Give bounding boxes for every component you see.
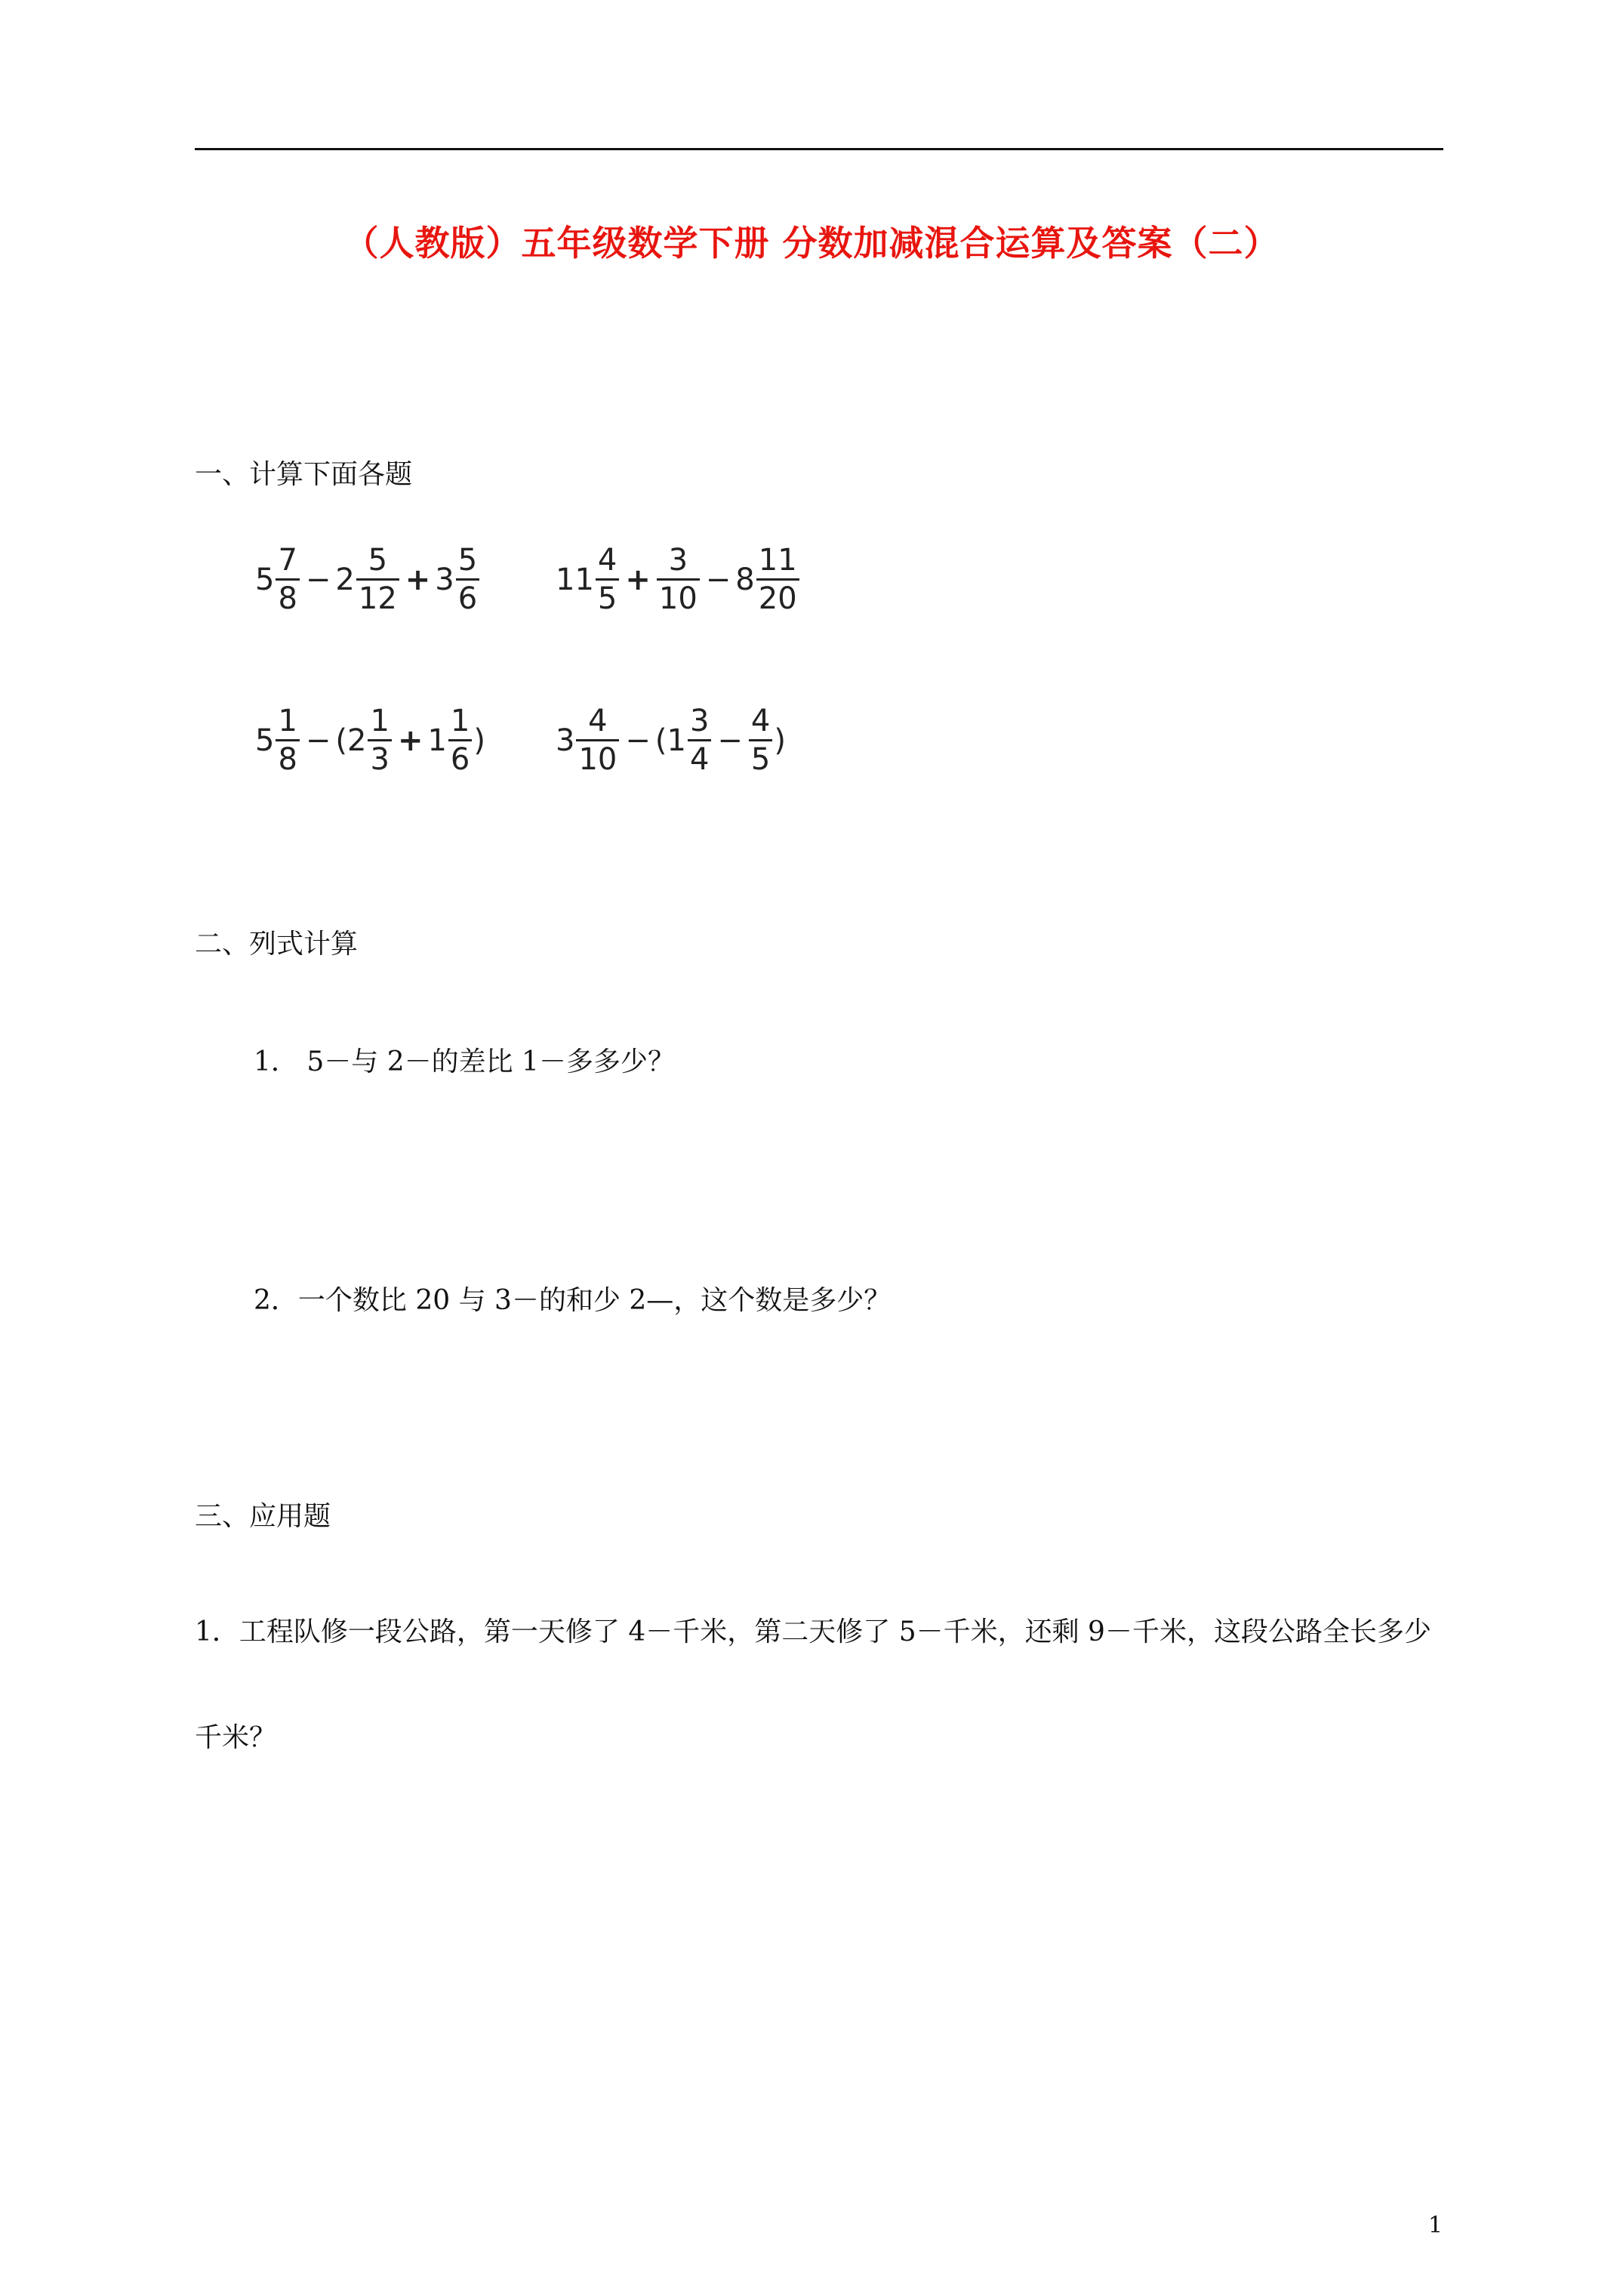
whole-part: 5 <box>255 562 275 597</box>
fraction <box>576 706 619 775</box>
left-paren: ( <box>654 723 667 758</box>
fraction <box>749 706 772 775</box>
denominator: 6 <box>448 739 472 775</box>
numerator: 3 <box>668 543 688 578</box>
numerator: 1 <box>450 704 470 738</box>
numerator: 5 <box>457 543 478 578</box>
mixed-number <box>255 545 301 614</box>
expression-4 <box>556 706 786 775</box>
numerator: 3 <box>689 704 710 738</box>
operator: − <box>717 723 743 758</box>
denominator: 5 <box>596 578 619 614</box>
question-3-1: 1．工程队修一段公路，第一天修了 4－千米，第二天修了 5－千米，还剩 9－千米，这段公路全长多少千米？ <box>195 1616 1431 1753</box>
right-paren: ) <box>774 723 786 758</box>
denominator: 12 <box>356 578 399 614</box>
whole-part: 3 <box>556 723 575 758</box>
operator: − <box>305 562 331 597</box>
whole-part: 8 <box>735 562 755 597</box>
section-heading-write-expression: 二、列式计算 <box>195 929 359 960</box>
expression-2 <box>556 545 801 614</box>
question-2-2: 2．一个数比 20 与 3－的和少 2—，这个数是多少？ <box>254 1285 892 1316</box>
numerator: 1 <box>370 704 390 738</box>
numerator: 7 <box>278 543 297 578</box>
numerator: 4 <box>750 704 771 738</box>
denominator: 5 <box>749 739 772 775</box>
section-heading-word-problems: 三、应用题 <box>195 1501 331 1532</box>
fraction <box>688 706 711 775</box>
right-paren: ) <box>473 723 485 758</box>
mixed-number <box>435 545 481 614</box>
expression-1 <box>255 545 481 614</box>
mixed-number <box>427 706 473 775</box>
operator: − <box>705 562 731 597</box>
expression-3 <box>255 706 485 775</box>
denominator: 10 <box>657 578 700 614</box>
left-paren: ( <box>335 723 348 758</box>
mixed-number <box>347 706 393 775</box>
fraction <box>596 545 619 614</box>
numerator: 5 <box>368 543 388 578</box>
numerator: 11 <box>758 543 797 578</box>
denominator: 8 <box>276 739 299 775</box>
whole-part: 5 <box>255 723 275 758</box>
denominator: 10 <box>576 739 619 775</box>
fraction <box>368 706 391 775</box>
operator: + <box>405 562 431 597</box>
section-heading-calculate: 一、计算下面各题 <box>195 459 413 490</box>
whole-part: 11 <box>556 562 594 597</box>
denominator: 3 <box>368 739 391 775</box>
mixed-number <box>556 706 621 775</box>
document-title: （人教版）五年级数学下册 分数加减混合运算及答案（二） <box>343 223 1280 264</box>
numerator: 4 <box>597 543 617 578</box>
fraction <box>448 706 472 775</box>
fraction <box>356 545 399 614</box>
mixed-number <box>667 706 713 775</box>
whole-part: 2 <box>335 562 355 597</box>
question-2-1: 1． 5－与 2－的差比 1－多多少？ <box>254 1046 675 1077</box>
denominator: 20 <box>756 578 799 614</box>
mixed-number <box>556 545 621 614</box>
operator: − <box>625 723 651 758</box>
operator: − <box>305 723 331 758</box>
fraction <box>276 545 299 614</box>
mixed-number <box>335 545 400 614</box>
mixed-number <box>255 706 301 775</box>
denominator: 6 <box>456 578 479 614</box>
fraction <box>756 545 799 614</box>
operator: + <box>397 723 423 758</box>
whole-part: 1 <box>667 723 686 758</box>
whole-part: 3 <box>435 562 454 597</box>
operator: + <box>625 562 651 597</box>
page-number: 1 <box>1428 2212 1443 2239</box>
whole-part: 1 <box>427 723 447 758</box>
numerator: 4 <box>588 704 608 738</box>
header-rule <box>195 148 1443 150</box>
fraction <box>456 545 479 614</box>
fraction <box>657 545 700 614</box>
denominator: 4 <box>688 739 711 775</box>
numerator: 1 <box>278 704 297 738</box>
fraction <box>276 706 299 775</box>
denominator: 8 <box>276 578 299 614</box>
mixed-number <box>735 545 800 614</box>
whole-part: 2 <box>347 723 367 758</box>
